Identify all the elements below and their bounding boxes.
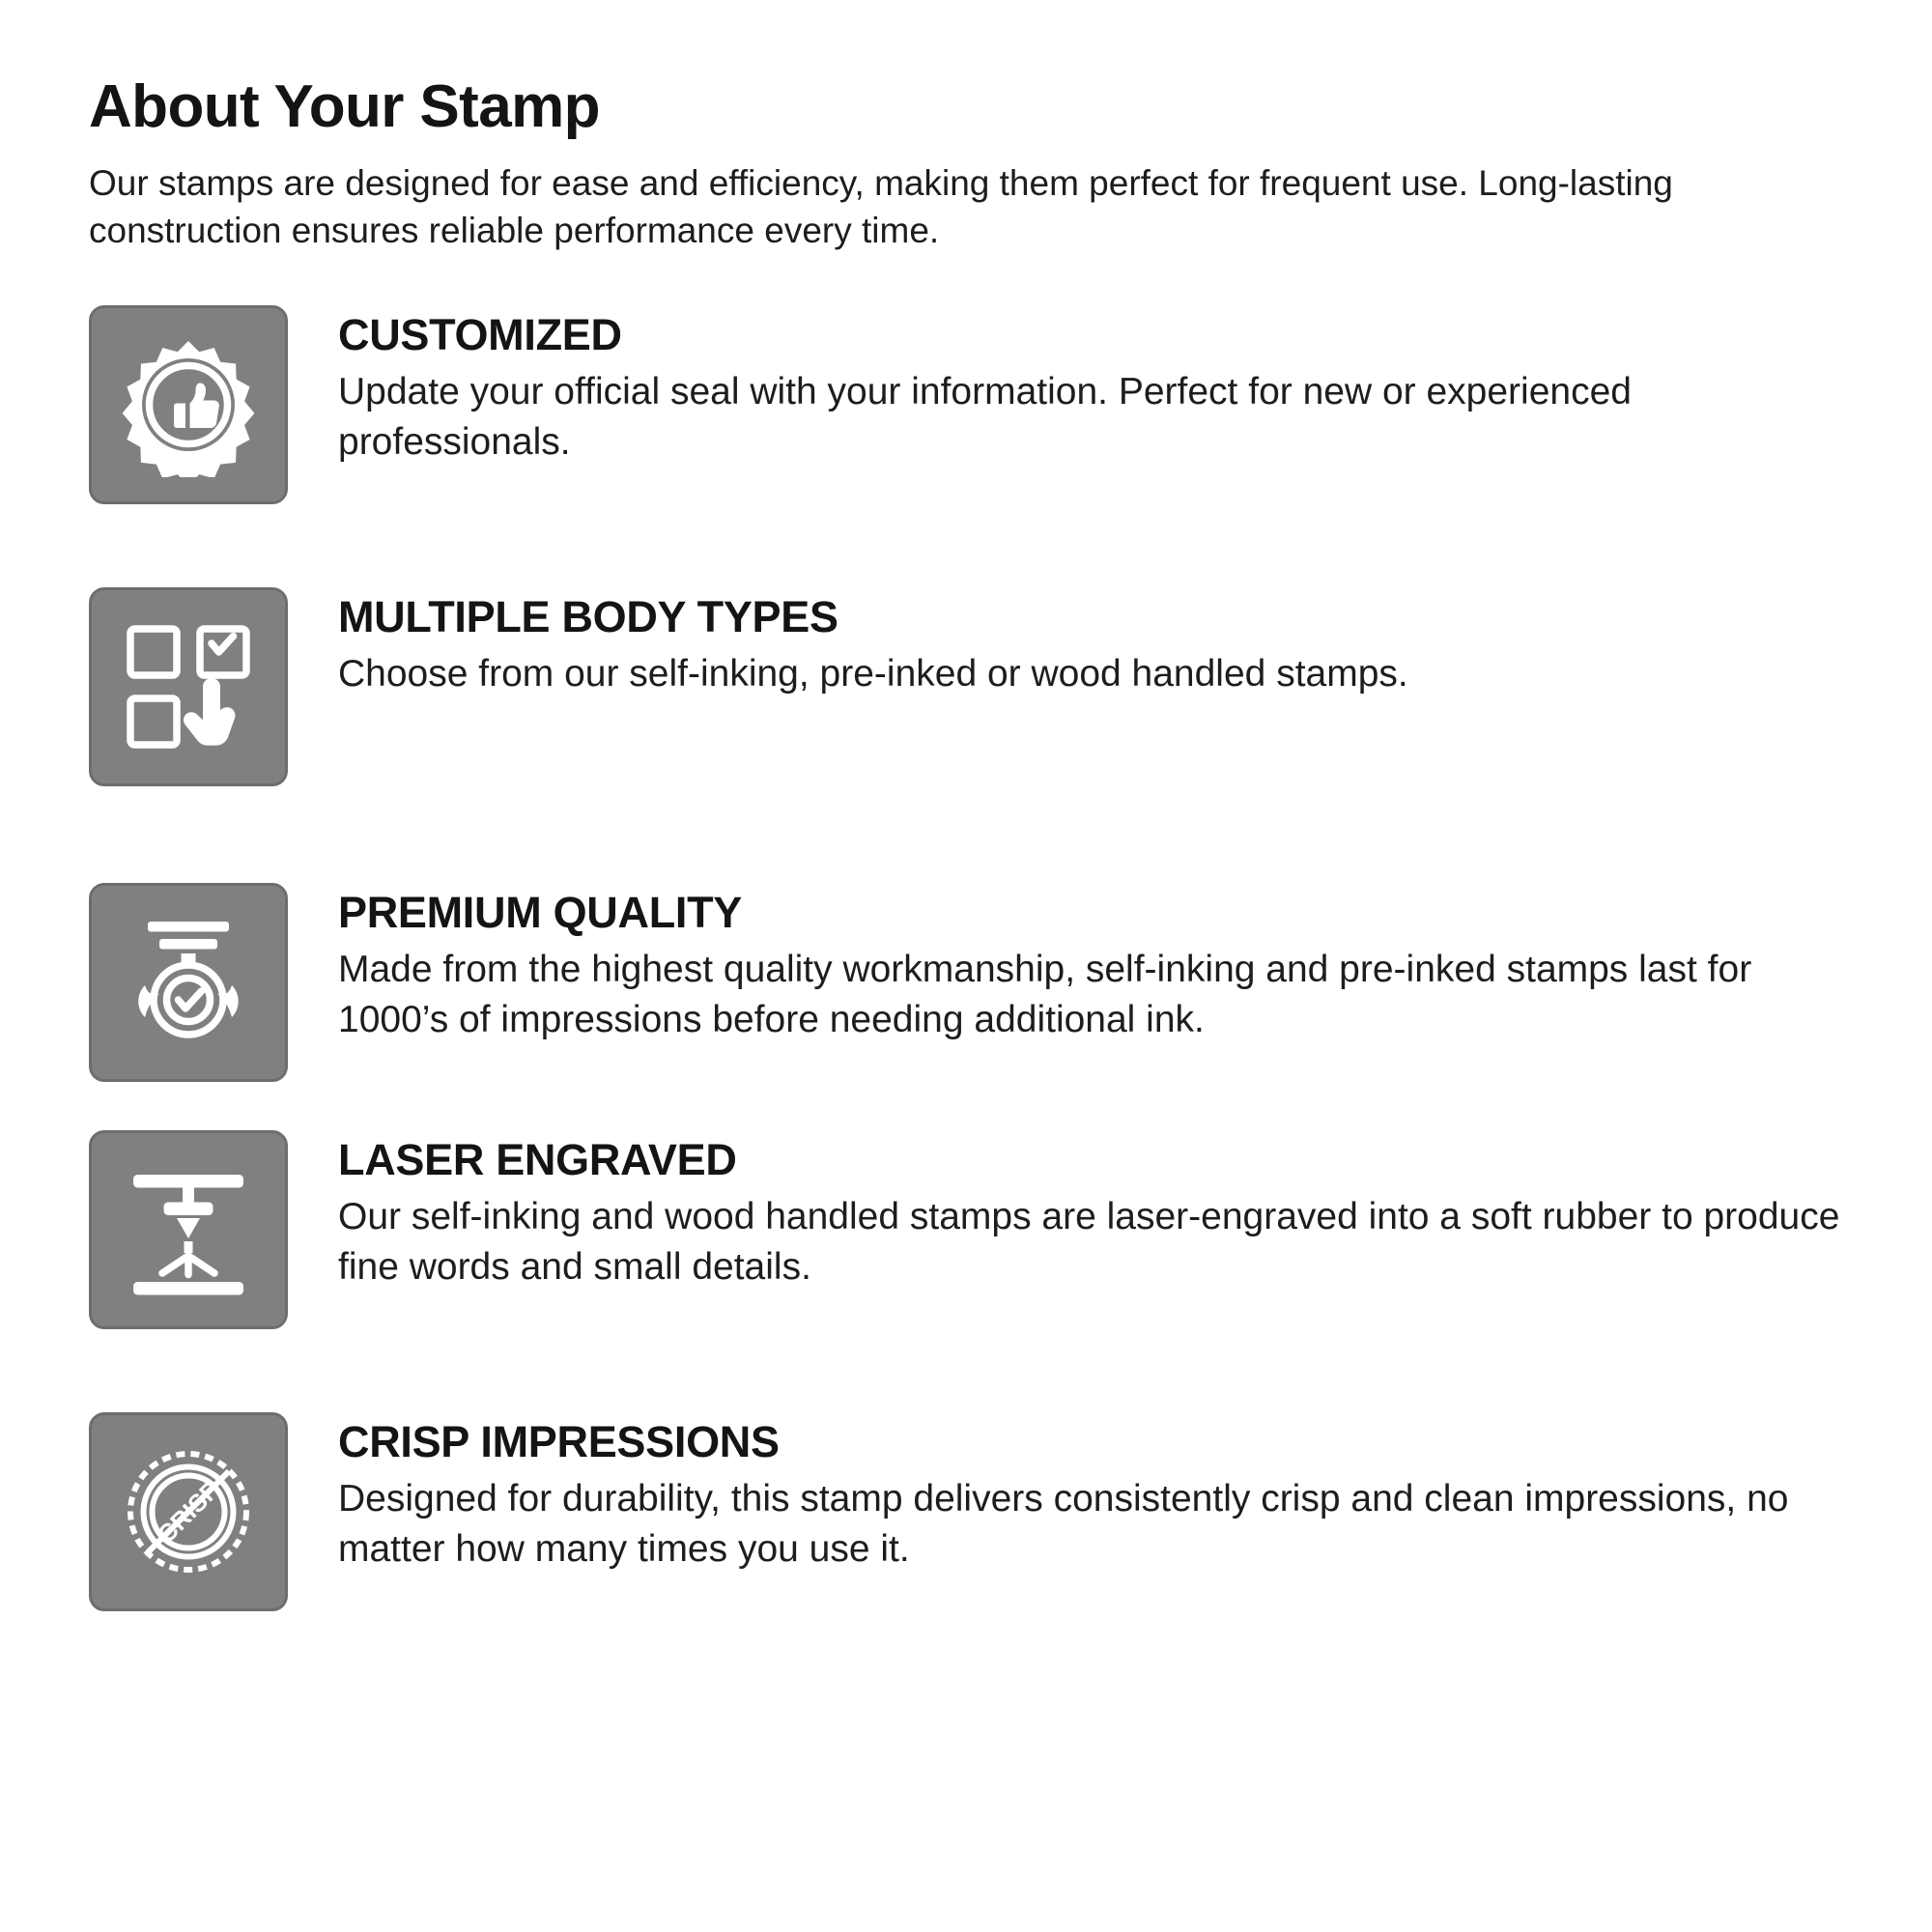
feature-text-crisp-impressions bbox=[338, 1412, 1845, 1575]
body-types-grid-hand-icon bbox=[116, 614, 261, 759]
laser-engraver-icon bbox=[116, 1157, 261, 1302]
feature-description: Choose from our self-inking, pre-inked or wood handled stamps. bbox=[338, 652, 1408, 695]
quality-award-check-icon bbox=[116, 910, 261, 1055]
feature-text-premium-quality bbox=[338, 883, 1845, 1045]
icon-container-multiple-body-types bbox=[89, 587, 288, 786]
feature-list bbox=[89, 299, 1845, 1611]
crisp-stamp-badge-icon bbox=[116, 1439, 261, 1584]
feature-text-multiple-body-types bbox=[338, 587, 1408, 699]
feature-item-laser-engraved bbox=[89, 1130, 1845, 1329]
feature-description: Made from the highest quality workmanship, self-inking and pre-inked stamps last for 1000’s of impressions before needing additional ink. bbox=[338, 948, 1752, 1040]
feature-description: Update your official seal with your information. Perfect for new or experienced professionals. bbox=[338, 370, 1632, 463]
icon-container-laser-engraved bbox=[89, 1130, 288, 1329]
feature-item-multiple-body-types bbox=[89, 587, 1845, 786]
feature-description: Our self-inking and wood handled stamps are laser-engraved into a soft rubber to produce fine words and small details. bbox=[338, 1195, 1840, 1288]
feature-text-customized bbox=[338, 305, 1845, 468]
icon-container-crisp-impressions bbox=[89, 1412, 288, 1611]
icon-container-premium-quality bbox=[89, 883, 288, 1082]
icon-container-customized bbox=[89, 305, 288, 504]
feature-title: LASER ENGRAVED bbox=[338, 1134, 737, 1184]
gear-thumbs-up-icon bbox=[116, 332, 261, 477]
feature-title: PREMIUM QUALITY bbox=[338, 887, 742, 937]
feature-item-premium-quality bbox=[89, 883, 1845, 1082]
svg-text:CRISP: CRISP bbox=[153, 1475, 226, 1548]
feature-description: Designed for durability, this stamp delivers consistently crisp and clean impressions, no matter how many times you use it. bbox=[338, 1477, 1789, 1570]
feature-title: CRISP IMPRESSIONS bbox=[338, 1416, 780, 1466]
feature-item-crisp-impressions bbox=[89, 1412, 1845, 1611]
feature-item-customized bbox=[89, 305, 1845, 504]
feature-text-laser-engraved bbox=[338, 1130, 1845, 1293]
feature-title: MULTIPLE BODY TYPES bbox=[338, 591, 838, 641]
intro-paragraph: Our stamps are designed for ease and efficiency, making them perfect for frequent use. Long-lasting construction ensures reliable performance every time. bbox=[89, 163, 1673, 251]
page-title: About Your Stamp bbox=[89, 73, 600, 140]
feature-title: CUSTOMIZED bbox=[338, 309, 622, 359]
